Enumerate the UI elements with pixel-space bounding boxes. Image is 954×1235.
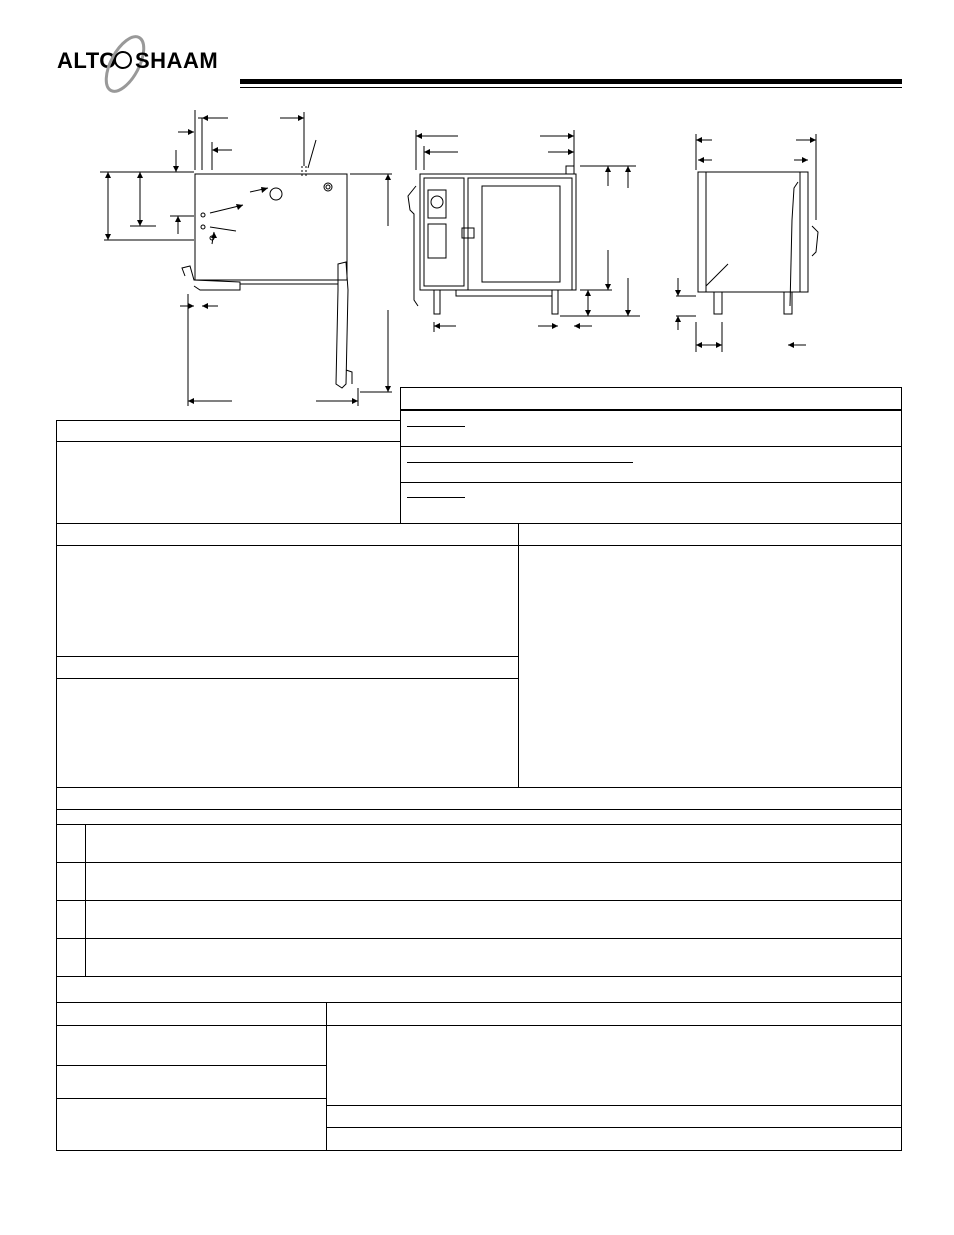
front-view-drawing — [408, 130, 640, 332]
top-right-row-divider-2 — [400, 482, 902, 483]
left-info-box — [56, 420, 401, 524]
field-underline-1 — [407, 426, 465, 427]
section-divider-2 — [56, 809, 902, 810]
section-divider-1 — [56, 787, 902, 788]
spec-left-divider-1 — [56, 656, 518, 657]
top-right-info-box — [400, 387, 902, 524]
field-underline-3 — [407, 497, 465, 498]
field-underline-2 — [407, 462, 633, 463]
spec-left-divider-2 — [56, 678, 518, 679]
left-info-header-rule — [56, 441, 401, 442]
side-view-drawing — [100, 110, 392, 406]
bottom-right-divider-1 — [326, 1105, 902, 1106]
options-row-divider-1 — [56, 862, 902, 863]
bottom-section-divider — [56, 1002, 902, 1003]
main-spec-table — [56, 523, 902, 1151]
bottom-left-divider-2 — [56, 1098, 326, 1099]
right-side-view-drawing — [676, 134, 818, 352]
top-right-row-divider-1 — [400, 446, 902, 447]
spec-column-divider — [518, 523, 519, 787]
logo-text-right: SHAAM — [135, 48, 219, 73]
spec-header-rule — [56, 545, 902, 546]
dimension-drawings — [0, 0, 954, 420]
bottom-right-divider-2 — [326, 1127, 902, 1128]
bottom-header-rule — [56, 1025, 902, 1026]
options-row-top — [56, 824, 902, 825]
bottom-left-divider-1 — [56, 1065, 326, 1066]
options-row-divider-4 — [56, 976, 902, 977]
options-row-divider-3 — [56, 938, 902, 939]
options-row-divider-2 — [56, 900, 902, 901]
logo-text-left: ALTO — [57, 48, 117, 73]
top-right-header-rule — [400, 409, 902, 411]
